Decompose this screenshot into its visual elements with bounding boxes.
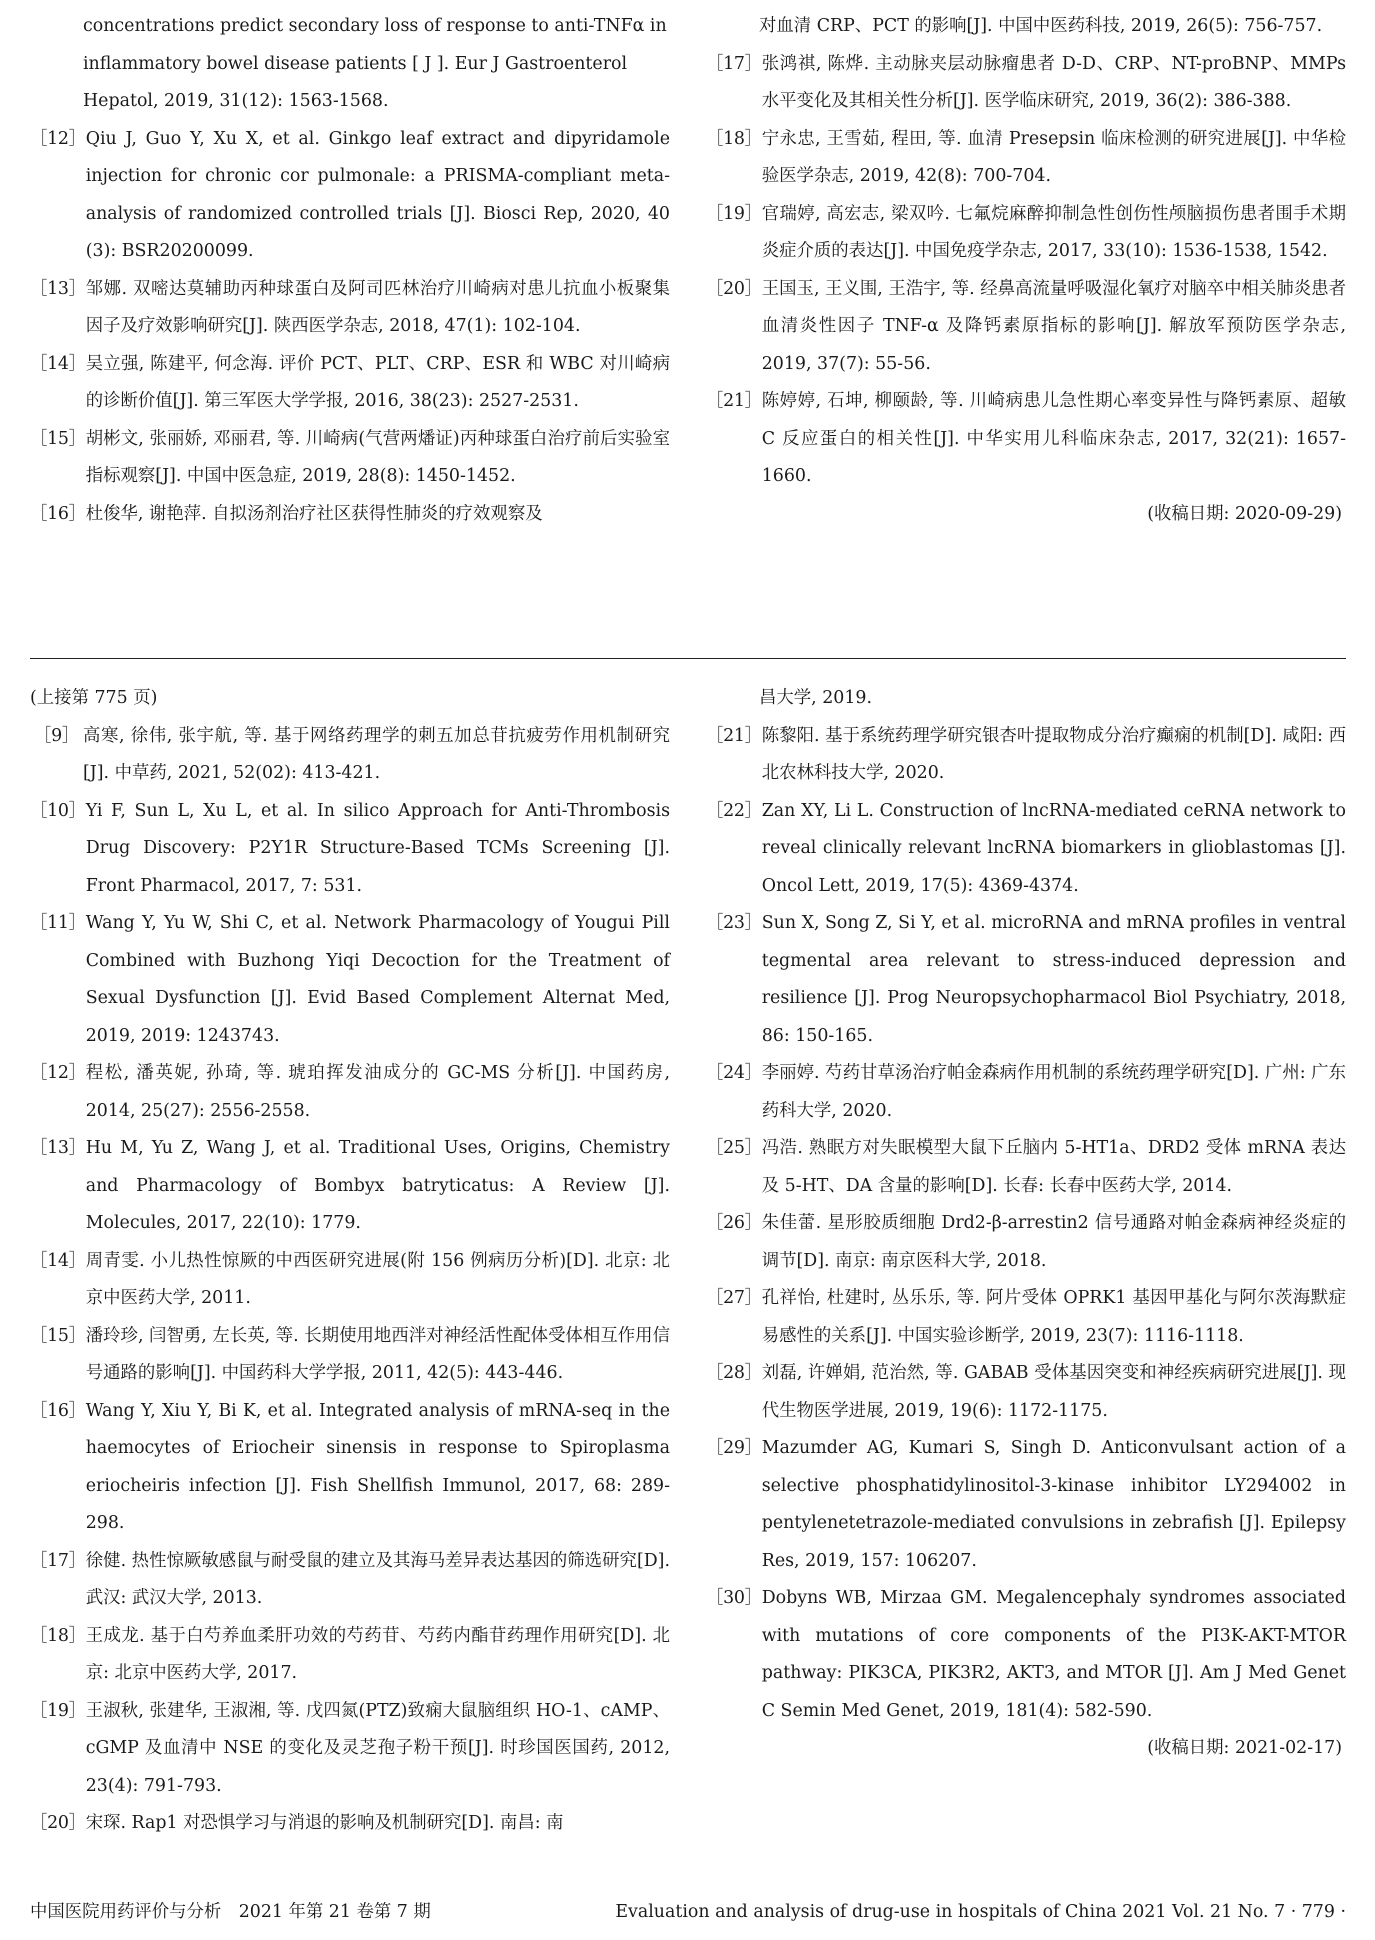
section-divider bbox=[30, 658, 1346, 659]
reference-item: ［12］ 程松, 潘英妮, 孙琦, 等. 琥珀挥发油成分的 GC-MS 分析[J]. 中国药房, 2014, 25(27): 2556-2558. bbox=[30, 1063, 670, 1121]
reference-item: ［16］ 杜俊华, 谢艳萍. 自拟汤剂治疗社区获得性肺炎的疗效观察及 bbox=[30, 503, 543, 524]
reference-item: ［23］ Sun X, Song Z, Si Y, et al. microRNA and mRNA profiles in ventral tegmental area relevant to stress-induced depression and resilience [J]. Prog Neuropsychopharmacol Biol Psychiatry, 2018, 86: 150-165. bbox=[706, 913, 1346, 1046]
reference-item: ［26］ 朱佳蕾. 星形胶质细胞 Drd2-β-arrestin2 信号通路对帕金森病神经炎症的调节[D]. 南京: 南京医科大学, 2018. bbox=[706, 1213, 1346, 1271]
journal-name-cn: 中国医院用药评价与分析 2021 年第 21 卷第 7 期 bbox=[30, 1902, 431, 1922]
reference-item: ［22］ Zan XY, Li L. Construction of lncRNA-mediated ceRNA network to reveal clinically relevant lncRNA biomarkers in glioblastomas [J]. Oncol Lett, 2019, 17(5): 4369-4374. bbox=[706, 800, 1346, 896]
reference-item: ［18］ 宁永忠, 王雪茹, 程田, 等. 血清 Presepsin 临床检测的研究进展[J]. 中华检验医学杂志, 2019, 42(8): 700-704. bbox=[706, 128, 1346, 186]
reference-item: ［15］ 胡彬文, 张丽娇, 邓丽君, 等. 川崎病(气营两燔证)丙种球蛋白治疗前后实验室指标观察[J]. 中国中医急症, 2019, 28(8): 1450-1452. bbox=[30, 428, 670, 486]
reference-item: ［19］ 官瑞婷, 高宏志, 梁双吟. 七氟烷麻醉抑制急性创伤性颅脑损伤患者围手术期炎症介质的表达[J]. 中国免疫学杂志, 2017, 33(10): 1536-1538, 1542. bbox=[706, 203, 1346, 261]
reference-item: ［13］ Hu M, Yu Z, Wang J, et al. Traditional Uses, Origins, Chemistry and Pharmacology of Bombyx batryticatus: A Review [J]. Molecules, 2017, 22(10): 1779. bbox=[30, 1138, 670, 1233]
reference-item: ［16］ Wang Y, Xiu Y, Bi K, et al. Integrated analysis of mRNA-seq in the haemocytes of Eriocheir sinensis in response to Spiroplasma eriocheiris infection [J]. Fish Shellfish Immunol, 2017, 68: 289-298. bbox=[30, 1400, 670, 1533]
reference-item: ［14］ 周青雯. 小儿热性惊厥的中西医研究进展(附 156 例病历分析)[D]. 北京: 北京中医药大学, 2011. bbox=[30, 1250, 670, 1308]
reference-item: ［21］ 陈婷婷, 石坤, 柳颐龄, 等. 川崎病患儿急性期心率变异性与降钙素原、超敏 C 反应蛋白的相关性[J]. 中华实用儿科临床杂志, 2017, 32(21): 1657-1660. bbox=[706, 391, 1346, 486]
bottom-left-column bbox=[30, 680, 670, 1843]
reference-item: ［15］ 潘玲珍, 闫智勇, 左长英, 等. 长期使用地西泮对神经活性配体受体相互作用信号通路的影响[J]. 中国药科大学学报, 2011, 42(5): 443-446. bbox=[30, 1325, 670, 1383]
reference-continuation: 对血清 CRP、PCT 的影响[J]. 中国中医药科技, 2019, 26(5): 756-757. bbox=[759, 16, 1323, 36]
reference-item: ［12］ Qiu J, Guo Y, Xu X, et al. Ginkgo leaf extract and dipyridamole injection for chronic cor pulmonale: a PRISMA-compliant meta-analysis of randomized controlled trials [J]. Biosci Rep, 2020, 40 (3): BSR20200099. bbox=[30, 128, 670, 261]
received-date: (收稿日期: 2021-02-17) bbox=[1147, 1738, 1342, 1758]
top-right-column bbox=[706, 8, 1346, 533]
continued-from-note: (上接第 775 页) bbox=[30, 688, 158, 708]
bottom-right-column bbox=[706, 680, 1346, 1768]
reference-item: ［17］ 张鸿祺, 陈烨. 主动脉夹层动脉瘤患者 D-D、CRP、NT-proBNP、MMPs 水平变化及其相关性分析[J]. 医学临床研究, 2019, 36(2): 386-388. bbox=[706, 53, 1346, 111]
reference-item: ［25］ 冯浩. 熟眠方对失眠模型大鼠下丘脑内 5-HT1a、DRD2 受体 mRNA 表达及 5-HT、DA 含量的影响[D]. 长春: 长春中医药大学, 2014. bbox=[706, 1138, 1346, 1196]
reference-item: ［28］ 刘磊, 许婵娟, 范治然, 等. GABAB 受体基因突变和神经疾病研究进展[J]. 现代生物医学进展, 2019, 19(6): 1172-1175. bbox=[706, 1363, 1346, 1421]
reference-continuation: concentrations predict secondary loss of response to anti-TNFα in inflammatory bowel disease patients [ J ]. Eur J Gastroenterol Hepatol, 2019, 31(12): 1563-1568. bbox=[83, 16, 667, 111]
reference-item: ［20］ 王国玉, 王义围, 王浩宇, 等. 经鼻高流量呼吸湿化氧疗对脑卒中相关肺炎患者血清炎性因子 TNF-α 及降钙素原指标的影响[J]. 解放军预防医学杂志, 2019, 37(7): 55-56. bbox=[706, 278, 1346, 374]
reference-item: ［21］ 陈黎阳. 基于系统药理学研究银杏叶提取物成分治疗癫痫的机制[D]. 咸阳: 西北农林科技大学, 2020. bbox=[706, 725, 1346, 783]
reference-item: ［10］ Yi F, Sun L, Xu L, et al. In silico Approach for Anti-Thrombosis Drug Discovery: P2Y1R Structure-Based TCMs Screening [J]. Front Pharmacol, 2017, 7: 531. bbox=[30, 800, 670, 896]
journal-name-en: Evaluation and analysis of drug-use in hospitals of China 2021 Vol. 21 No. 7 · 779 · bbox=[615, 1902, 1346, 1922]
reference-continuation: 昌大学, 2019. bbox=[759, 688, 873, 708]
reference-item: ［20］ 宋琛. Rap1 对恐惧学习与消退的影响及机制研究[D]. 南昌: 南 bbox=[30, 1813, 564, 1833]
reference-item: ［19］ 王淑秋, 张建华, 王淑湘, 等. 戊四氮(PTZ)致痫大鼠脑组织 HO-1、cAMP、cGMP 及血清中 NSE 的变化及灵芝孢子粉干预[J]. 时珍国医国药, 2012, 23(4): 791-793. bbox=[30, 1700, 670, 1796]
reference-item: ［29］ Mazumder AG, Kumari S, Singh D. Anticonvulsant action of a selective phosphatidylinositol-3-kinase inhibitor LY294002 in pentylenetetrazole-mediated convulsions in zebrafish [J]. Epilepsy Res, 2019, 157: 106207. bbox=[706, 1438, 1346, 1571]
top-left-column bbox=[30, 8, 670, 533]
reference-item: ［24］ 李丽婷. 芍药甘草汤治疗帕金森病作用机制的系统药理学研究[D]. 广州: 广东药科大学, 2020. bbox=[706, 1063, 1346, 1121]
reference-item: ［11］ Wang Y, Yu W, Shi C, et al. Network Pharmacology of Yougui Pill Combined with Buzhong Yiqi Decoction for the Treatment of Sexual Dysfunction [J]. Evid Based Complement Alternat Med, 2019, 2019: 1243743. bbox=[30, 913, 670, 1046]
reference-item: ［14］ 吴立强, 陈建平, 何念海. 评价 PCT、PLT、CRP、ESR 和 WBC 对川崎病的诊断价值[J]. 第三军医大学学报, 2016, 38(23): 2527-2531. bbox=[30, 353, 670, 411]
received-date: (收稿日期: 2020-09-29) bbox=[1147, 503, 1342, 524]
reference-item: ［13］ 邹娜. 双嘧达莫辅助丙种球蛋白及阿司匹林治疗川崎病对患儿抗血小板聚集因子及疗效影响研究[J]. 陕西医学杂志, 2018, 47(1): 102-104. bbox=[30, 278, 670, 336]
reference-item: ［27］ 孔祥怡, 杜建时, 丛乐乐, 等. 阿片受体 OPRK1 基因甲基化与阿尔茨海默症易感性的关系[J]. 中国实验诊断学, 2019, 23(7): 1116-1118. bbox=[706, 1288, 1346, 1346]
reference-item: ［30］ Dobyns WB, Mirzaa GM. Megalencephaly syndromes associated with mutations of core components of the PI3K-AKT-MTOR pathway: PIK3CA, PIK3R2, AKT3, and MTOR [J]. Am J Med Genet C Semin Med Genet, 2019, 181(4): 582-590. bbox=[706, 1588, 1346, 1721]
reference-item: ［18］ 王成龙. 基于白芍养血柔肝功效的芍药苷、芍药内酯苷药理作用研究[D]. 北京: 北京中医药大学, 2017. bbox=[30, 1625, 670, 1683]
reference-item: ［9］ 高寒, 徐伟, 张宇航, 等. 基于网络药理学的刺五加总苷抗疲劳作用机制研究[J]. 中草药, 2021, 52(02): 413-421. bbox=[34, 725, 670, 783]
reference-item: ［17］ 徐健. 热性惊厥敏感鼠与耐受鼠的建立及其海马差异表达基因的筛选研究[D]. 武汉: 武汉大学, 2013. bbox=[30, 1550, 670, 1608]
page-footer bbox=[30, 1897, 1346, 1927]
